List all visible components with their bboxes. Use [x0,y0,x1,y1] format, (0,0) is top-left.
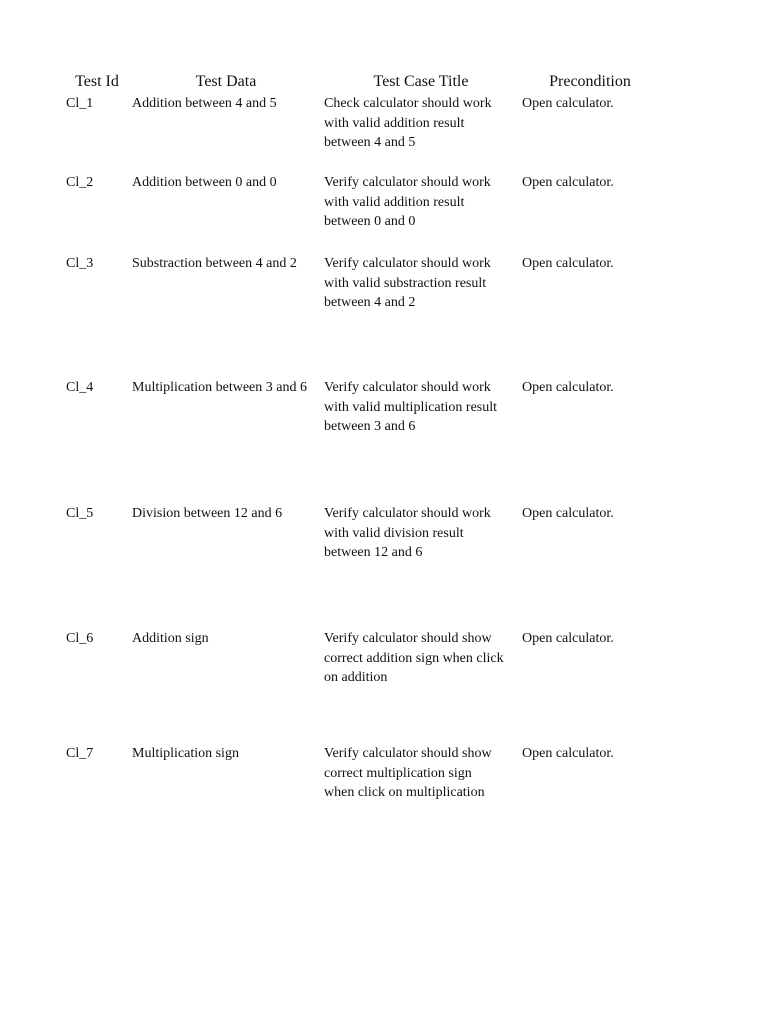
test-data-cell: Addition between 0 and 0 [132,175,277,190]
precondition-cell: Open calculator. [522,96,614,111]
title-line: with valid addition result [324,115,465,131]
title-line: with valid multiplication result [324,399,498,415]
header-test-data: Test Data [195,73,257,90]
header-test-id: Test Id [75,73,119,90]
test-data-cell: Multiplication between 3 and 6 [132,380,307,395]
title-line: Verify calculator should work [324,380,491,395]
test-data-cell: Addition between 4 and 5 [132,96,277,111]
header-precondition: Precondition [549,73,631,90]
precondition-cell: Open calculator. [522,256,614,271]
precondition-cell: Open calculator. [522,506,614,521]
test-case-title-cell [324,94,520,153]
header-test-case-title: Test Case Title [373,73,469,90]
test-id-cell: Cl_3 [66,256,94,271]
test-id-cell: Cl_1 [66,96,94,111]
test-case-title-cell [324,173,520,232]
test-case-title-cell [324,744,520,803]
title-line: between 0 and 0 [324,214,416,230]
title-line: Verify calculator should show [324,746,492,761]
title-line: with valid division result [324,525,464,541]
table-header-row [0,72,768,94]
precondition-cell: Open calculator. [522,746,614,761]
title-line: when click on multiplication [324,785,485,801]
title-line: Verify calculator should work [324,175,491,190]
title-line: between 12 and 6 [324,545,423,561]
precondition-cell: Open calculator. [522,380,614,395]
test-id-cell: Cl_6 [66,631,94,646]
title-line: with valid substraction result [324,275,487,291]
test-case-title-cell [324,504,520,563]
test-case-title-cell [324,378,520,437]
test-id-cell: Cl_2 [66,175,94,190]
title-line: Verify calculator should work [324,506,491,521]
title-line: with valid addition result [324,194,465,210]
title-line: correct addition sign when click [324,650,504,666]
title-line: Check calculator should work [324,96,492,111]
title-line: Verify calculator should show [324,631,492,646]
title-line: correct multiplication sign [324,765,472,781]
test-data-cell: Division between 12 and 6 [132,506,283,521]
precondition-cell: Open calculator. [522,175,614,190]
test-id-cell: Cl_7 [66,746,94,761]
test-case-title-cell [324,254,520,313]
test-data-cell: Substraction between 4 and 2 [132,256,297,271]
title-line: between 3 and 6 [324,419,416,435]
test-id-cell: Cl_4 [66,380,94,395]
test-case-title-cell [324,629,520,688]
title-line: on addition [324,670,388,686]
precondition-cell: Open calculator. [522,631,614,646]
test-id-cell: Cl_5 [66,506,94,521]
test-data-cell: Multiplication sign [132,746,239,761]
title-line: Verify calculator should work [324,256,491,271]
test-data-cell: Addition sign [132,631,209,646]
title-line: between 4 and 5 [324,135,416,151]
title-line: between 4 and 2 [324,295,416,311]
